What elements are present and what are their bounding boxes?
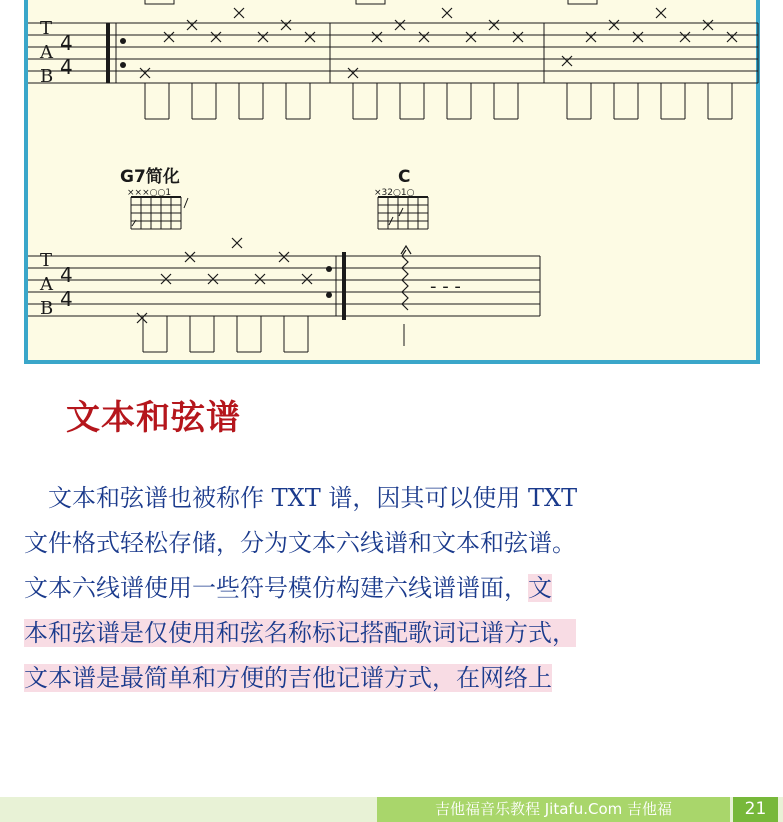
svg-text:4: 4 — [60, 55, 73, 79]
body-line-1: 文本和弦谱也被称作 TXT 谱，因其可以使用 TXT — [24, 484, 578, 512]
svg-text:B: B — [40, 298, 54, 319]
svg-text:A: A — [40, 42, 53, 63]
body-line-5 — [24, 658, 776, 698]
row-1-time-signature — [60, 31, 73, 79]
footer-brand: 吉他福音乐教程 Jitafu.Com 吉他福 — [377, 797, 730, 822]
svg-text:T: T — [40, 250, 53, 271]
page-footer — [0, 797, 783, 822]
tablature-panel — [24, 0, 760, 364]
chord-c-label: C — [398, 167, 411, 187]
chord-g7-label: G7简化 — [120, 167, 180, 187]
svg-text:A: A — [40, 274, 53, 295]
svg-text:4: 4 — [60, 287, 73, 311]
svg-text:B: B — [40, 66, 54, 87]
chord-g7-diagram — [131, 197, 188, 229]
section-title: 文本和弦谱 — [66, 398, 241, 438]
body-line-4 — [24, 613, 776, 653]
chord-c-fingering: ×32○1○ — [374, 188, 415, 198]
row-2-time-signature — [60, 263, 73, 311]
row-2-clef — [39, 250, 54, 319]
chord-c-diagram — [378, 197, 428, 229]
page-number: 21 — [733, 797, 778, 822]
highlighted-text: 文本谱是最简单和方便的吉他记谱方式，在网络上 — [24, 664, 552, 692]
row-1-rhythm — [145, 83, 732, 119]
guitar-tablature — [28, 0, 764, 368]
row-1-notes — [140, 8, 737, 78]
tab-staff-row-1 — [28, 23, 758, 83]
svg-text:4: 4 — [60, 31, 73, 55]
rest-dashes: - - - — [430, 276, 461, 297]
tab-staff-row-2 — [28, 246, 540, 352]
body-paragraph — [24, 478, 776, 703]
highlighted-text: 文 — [528, 574, 552, 602]
svg-text:4: 4 — [60, 263, 73, 287]
body-line-2: 文件格式轻松存储，分为文本六线谱和文本和弦谱。 — [24, 529, 576, 557]
chord-g7-fingering: ×××○○1 — [127, 188, 172, 198]
row-1-clef — [39, 18, 54, 87]
highlighted-text: 本和弦谱是仅使用和弦名称标记搭配歌词记谱方式， — [24, 619, 576, 647]
svg-text:T: T — [40, 18, 53, 39]
body-line-3: 文本六线谱使用一些符号模仿构建六线谱谱面，文 — [24, 574, 552, 602]
chord-diagrams — [131, 197, 428, 229]
